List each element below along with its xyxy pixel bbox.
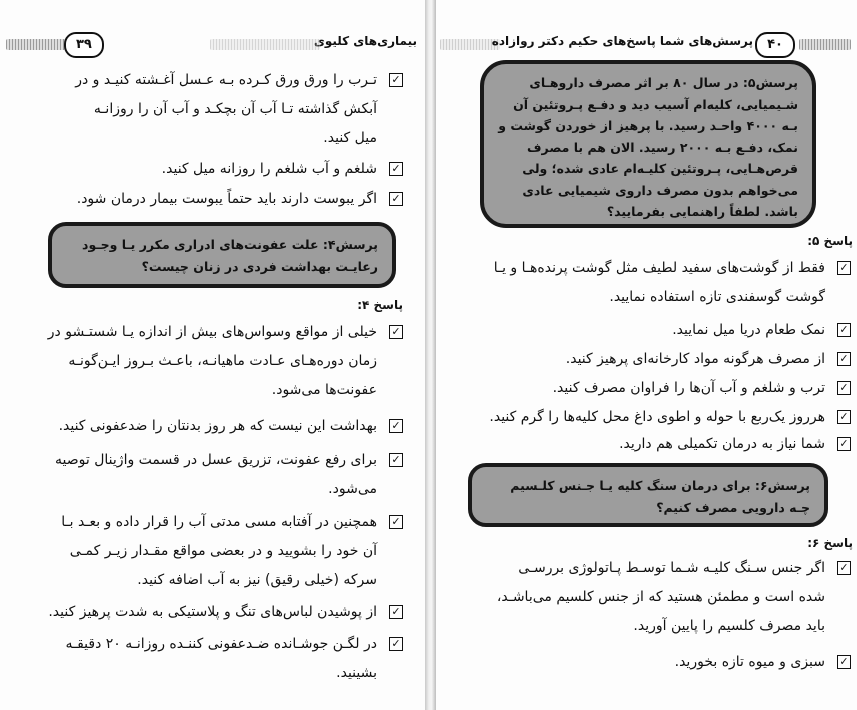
question-text: پرسش۶: برای درمان سنگ کلیه یـا جـنس کلـسیم چـه دارویی مصرف کنیم؟ xyxy=(510,478,810,515)
list-item xyxy=(18,185,403,214)
answer-label: پاسخ ۴: xyxy=(357,298,403,312)
list-item-line: فقط از گوشت‌های سفید لطیف مثل گوشت پرنده‌هـا و یـا xyxy=(493,260,825,276)
checkbox-icon: ✓ xyxy=(389,162,403,176)
checkbox-icon: ✓ xyxy=(389,325,403,339)
list-item xyxy=(18,66,403,153)
list-item xyxy=(451,345,851,374)
checkbox-icon: ✓ xyxy=(389,453,403,467)
list-item-line: عفونت‌ها می‌شود. xyxy=(271,382,377,398)
list-item xyxy=(18,318,403,405)
checkbox-icon: ✓ xyxy=(389,419,403,433)
question-box-5 xyxy=(480,60,816,228)
list-item-line: از پوشیدن لباس‌های تنگ و پلاستیکی به شدت پرهیز کنید. xyxy=(48,604,377,620)
question-text: پرسش۴: علت عفونت‌های ادراری مکرر یـا وجـود رعایـت بهداشت فردی در زنان چیست؟ xyxy=(82,237,378,274)
right-page xyxy=(436,0,857,710)
list-item-line: سرکه (خیلی رقیق) نیز به آب اضافه کنید. xyxy=(137,572,377,588)
list-item xyxy=(451,554,851,641)
list-item-line: ترب و شلغم و آب آن‌ها را فراوان مصرف کنید. xyxy=(552,380,825,396)
checkbox-icon: ✓ xyxy=(389,637,403,651)
list-item-line: خیلی از مواقع وسواس‌های بیش از اندازه یـا شستـشو در xyxy=(47,324,377,340)
list-item-line: می‌شود. xyxy=(328,481,377,497)
list-item-line: برای رفع عفونت، تزریق عسل در قسمت واژینال توصیه xyxy=(55,452,377,468)
checkbox-icon: ✓ xyxy=(389,192,403,206)
checkbox-icon: ✓ xyxy=(837,261,851,275)
list-item-line: هرروز یک‌ربع با حوله و اطوی داغ محل کلیه‌ها را گرم کنید. xyxy=(489,409,825,425)
list-item-line: اگر یبوست دارند باید حتماً یبوست بیمار درمان شود. xyxy=(76,191,377,207)
checkbox-icon: ✓ xyxy=(389,515,403,529)
list-item-line: شلغم و آب شلغم را روزانه میل کنید. xyxy=(161,161,377,177)
list-item-line: شده است و مطمئن هستید که از جنس کلسیم می‌باشـد، xyxy=(496,589,825,605)
list-item xyxy=(451,403,851,432)
list-item xyxy=(18,630,403,688)
checkbox-icon: ✓ xyxy=(389,73,403,87)
book-gutter xyxy=(425,0,436,710)
running-title: پرسش‌های شما پاسخ‌های حکیم دکتر روازاده xyxy=(491,34,753,48)
list-item-line: بشینید. xyxy=(336,665,377,681)
list-item xyxy=(18,446,403,504)
list-item-line: باید مصرف کلسیم را پایین آورید. xyxy=(633,618,825,634)
list-item xyxy=(451,430,851,459)
checkbox-icon: ✓ xyxy=(837,437,851,451)
checkbox-icon: ✓ xyxy=(837,381,851,395)
list-item-line: بهداشت این نیست که هر روز بدنتان را ضدعفونی کنید. xyxy=(58,418,377,434)
page-number: ۳۹ xyxy=(64,32,104,58)
question-box-4 xyxy=(48,222,396,288)
list-item xyxy=(18,508,403,595)
checkbox-icon: ✓ xyxy=(837,655,851,669)
answer-label: پاسخ ۶: xyxy=(807,536,853,550)
list-item xyxy=(451,374,851,403)
question-text: پرسش۵: در سال ۸۰ بر اثر مصرف داروهـای شـیمیایی، کلیه‌ام آسیب دید و دفـع پـروتئین آن بـه ۴۰۰۰ واحـد رسید. با پرهیز از خوردن گوشت و نمک، دفـع بـه ۲۰۰۰ رسید. الان هم با مصرف قرص‌هـایی، پـروتئین کلیـه‌ام عادی شده؛ ولی می‌خواهم بدون مصرف داروی شیمیایی عادی باشد. لطفاً راهنمایی بفرمایید؟ xyxy=(498,75,798,219)
list-item xyxy=(451,254,851,312)
list-item xyxy=(18,598,403,627)
left-page-header xyxy=(0,30,425,60)
answer-label: پاسخ ۵: xyxy=(807,234,853,248)
page-number: ۴۰ xyxy=(755,32,795,58)
header-bar xyxy=(799,39,851,50)
list-item-line: از مصرف هرگونه مواد کارخانه‌ای پرهیز کنید. xyxy=(565,351,825,367)
list-item-line: اگر جنس سـنگ کلیـه شـما توسـط پـاتولوژی بررسـی xyxy=(518,560,825,576)
checkbox-icon: ✓ xyxy=(837,410,851,424)
list-item-line: سبزی و میوه تازه بخورید. xyxy=(674,654,825,670)
list-item-line: گوشت گوسفندی تازه استفاده نمایید. xyxy=(609,289,825,305)
list-item-line: آن خود را بشویید و در بعضی مواقع مقـدار زیـر کمـی xyxy=(69,543,377,559)
list-item-line: نمک طعام دریا میل نمایید. xyxy=(672,322,825,338)
checkbox-icon: ✓ xyxy=(837,352,851,366)
list-item-line: آبکش گذاشته تـا آب آن بچکـد و آب آن را روزانـه xyxy=(93,101,377,117)
running-title: بیماری‌های کلیوی xyxy=(313,34,417,48)
list-item-line: شما نیاز به درمان تکمیلی هم دارید. xyxy=(619,436,825,452)
list-item xyxy=(451,316,851,345)
question-box-6 xyxy=(468,463,828,527)
list-item xyxy=(18,412,403,441)
checkbox-icon: ✓ xyxy=(389,605,403,619)
header-bar xyxy=(210,39,320,50)
checkbox-icon: ✓ xyxy=(837,561,851,575)
list-item xyxy=(451,648,851,677)
list-item-line: میل کنید. xyxy=(323,130,377,146)
list-item-line: زمان دوره‌هـای عـادت ماهیانـه، باعـث بـروز ایـن‌گونـه xyxy=(68,353,377,369)
checkbox-icon: ✓ xyxy=(837,323,851,337)
list-item-line: تـرب را ورق ورق کـرده بـه عـسل آغـشته کنیـد و در xyxy=(75,72,377,88)
list-item xyxy=(18,155,403,184)
list-item-line: در لگـن جوشـانده ضـدعفونی کننـده روزانـه ۲۰ دقیقـه xyxy=(65,636,377,652)
left-page xyxy=(0,0,425,710)
right-page-header xyxy=(436,30,857,60)
list-item-line: همچنین در آفتابه مسی مدتی آب را قرار داده و بعـد بـا xyxy=(61,514,377,530)
